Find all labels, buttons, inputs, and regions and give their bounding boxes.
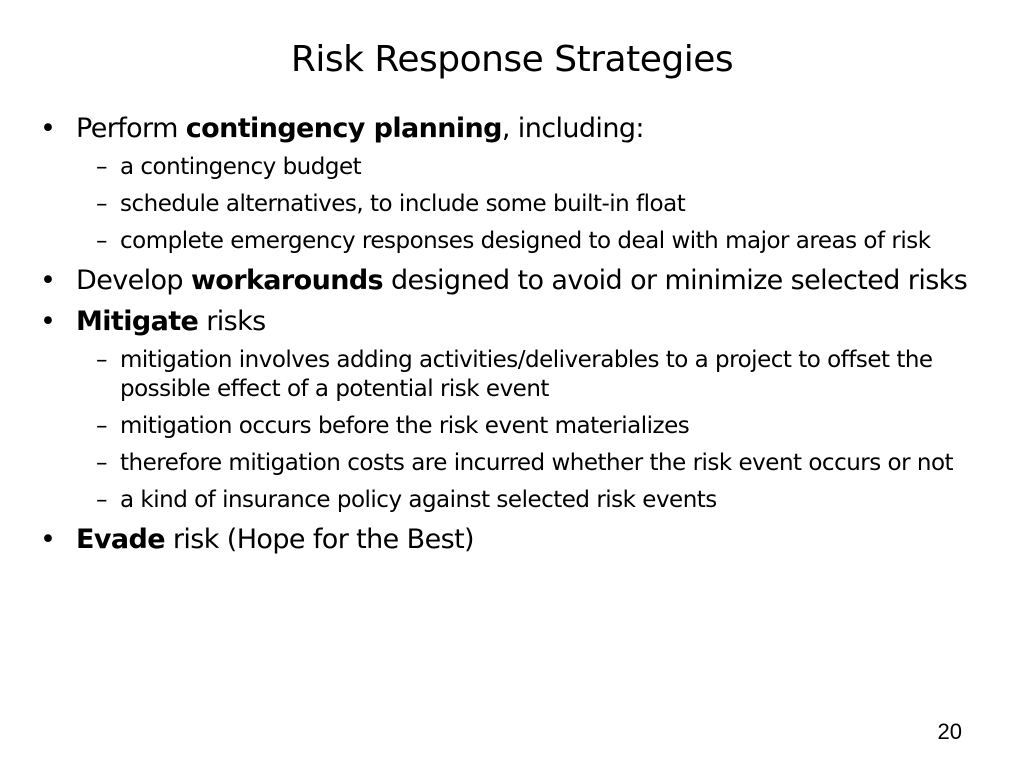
dash-icon: – (96, 487, 107, 513)
bullet-text-bold: Evade (76, 524, 165, 555)
dash-icon: – (96, 413, 107, 439)
sub-bullet-item (40, 412, 960, 441)
bullet-text-pre: Perform (76, 113, 186, 144)
bullet-text-pre: Develop (76, 265, 191, 296)
sub-bullet-list (40, 153, 990, 256)
bullet-text-post: designed to avoid or minimize selected risks (383, 265, 968, 296)
bullet-list (40, 112, 990, 564)
bullet-dot-icon: • (40, 113, 56, 144)
bullet-text-bold: Mitigate (76, 306, 199, 337)
dash-icon: – (96, 228, 107, 254)
bullet-text-bold: contingency planning (185, 113, 502, 144)
sub-bullet-item (40, 486, 960, 515)
sub-bullet-text: mitigation involves adding activities/deliverables to a project to offset the possible effect of a potential risk event (120, 347, 933, 402)
slide-title: Risk Response Strategies (290, 39, 734, 80)
sub-bullet-text: complete emergency responses designed to deal with major areas of risk (120, 228, 931, 254)
bullet-text-post: , including: (501, 113, 644, 144)
sub-bullet-text: a contingency budget (120, 154, 362, 180)
sub-bullet-item (40, 190, 960, 219)
sub-bullet-text: therefore mitigation costs are incurred whether the risk event occurs or not (120, 450, 954, 476)
bullet-dot-icon: • (40, 306, 56, 337)
page-number: 20 (937, 719, 962, 744)
dash-icon: – (96, 154, 107, 180)
bullet-text-post: risk (Hope for the Best) (164, 524, 474, 555)
bullet-item (40, 305, 990, 338)
sub-bullet-item (40, 153, 960, 182)
bullet-item (40, 264, 990, 297)
bullet-text-bold: workarounds (190, 265, 384, 296)
bullet-item (40, 112, 990, 145)
sub-bullet-text: schedule alternatives, to include some built-in float (120, 191, 686, 217)
bullet-item (40, 523, 990, 556)
sub-bullet-item (40, 346, 960, 404)
dash-icon: – (96, 347, 107, 373)
bullet-text-post: risks (198, 306, 266, 337)
sub-bullet-text: mitigation occurs before the risk event materializes (120, 413, 690, 439)
sub-bullet-item (40, 227, 960, 256)
bullet-dot-icon: • (40, 265, 56, 296)
dash-icon: – (96, 450, 107, 476)
sub-bullet-item (40, 449, 960, 478)
sub-bullet-list (40, 346, 990, 515)
dash-icon: – (96, 191, 107, 217)
sub-bullet-text: a kind of insurance policy against selected risk events (120, 487, 717, 513)
bullet-dot-icon: • (40, 524, 56, 555)
